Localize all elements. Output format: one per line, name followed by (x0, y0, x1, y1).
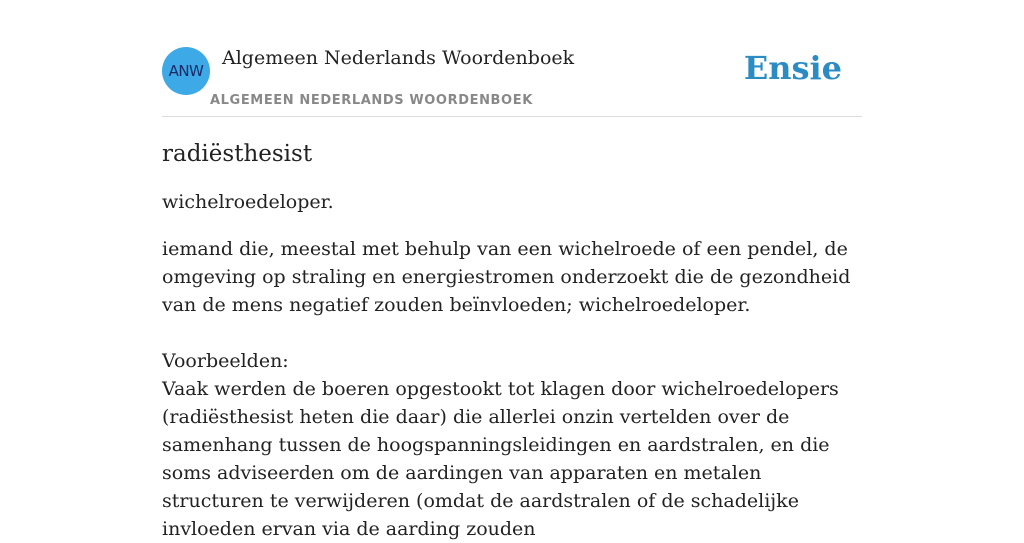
example-text: Vaak werden de boeren opgestookt tot klagen door wichelroedelopers (radiësthesist heten die daar) die allerlei onzin vertelden over de samenhang tussen de hoogspanningsleidingen en aardstralen, en die soms adviseerden om de aardingen van apparaten en metalen structuren te verwijderen (omdat de aardstralen of de schadelijke invloeden ervan via de aarding zouden (162, 378, 839, 540)
source-title[interactable]: Algemeen Nederlands Woordenboek (222, 47, 575, 69)
short-definition: wichelroedeloper. (162, 191, 334, 213)
spacer (162, 319, 864, 347)
anw-logo[interactable] (162, 47, 210, 95)
examples-label: Voorbeelden: (162, 350, 289, 372)
source-subtitle: ALGEMEEN NEDERLANDS WOORDENBOEK (210, 93, 533, 108)
definition: iemand die, meestal met behulp van een wichelroede of een pendel, de omgeving op straling en energiestromen onderzoekt die de gezondheid van de mens negatief zouden beïnvloeden; wichelroedeloper. (162, 238, 851, 316)
header (162, 47, 862, 117)
logo-text: ANW (168, 62, 204, 80)
entry-word: radiësthesist (162, 141, 313, 167)
ensie-brand-link[interactable]: Ensie (743, 49, 842, 87)
entry-content (162, 138, 864, 543)
